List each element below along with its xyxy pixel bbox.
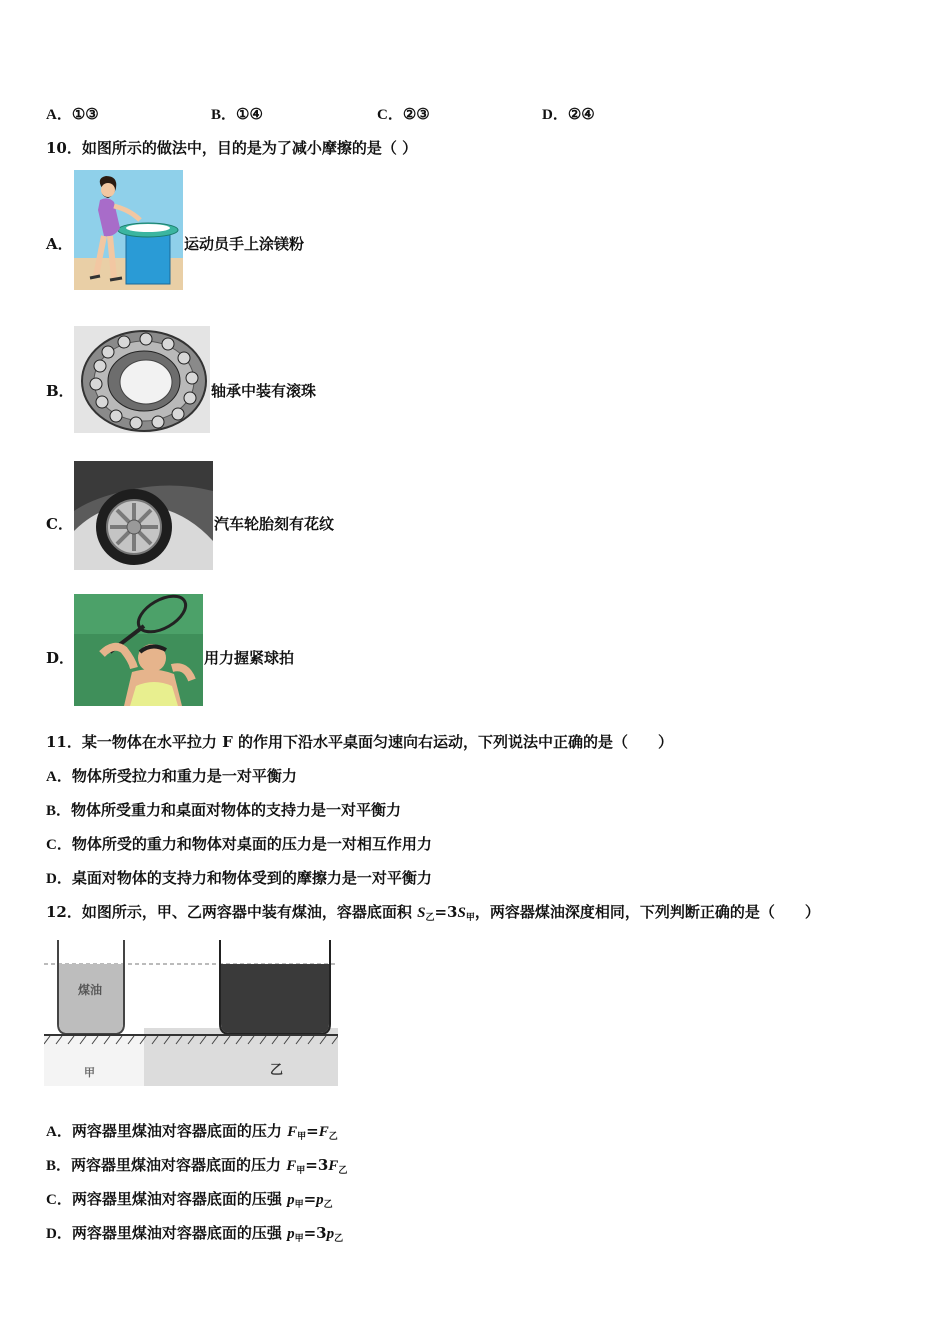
containers-figure	[44, 936, 338, 1086]
q11-option-c	[46, 833, 432, 854]
q12-stem	[46, 901, 820, 922]
q12-option-c	[46, 1188, 333, 1209]
sub-jia: 甲	[296, 1166, 306, 1176]
sub-yi: 乙	[323, 1200, 333, 1210]
q11-option-b	[46, 799, 401, 820]
coefficient: 3	[316, 1224, 327, 1242]
option-text: ①④	[236, 105, 263, 123]
q12-option-b	[46, 1154, 347, 1175]
q12-stem-part-a: 12．如图所示，甲、乙两容器中装有煤油，容器底面积	[46, 903, 418, 921]
q10-stem: 10．如图所示的做法中，目的是为了减小摩擦的是（ ）	[46, 139, 418, 157]
var-f: F	[328, 1158, 339, 1174]
q12-option-a	[46, 1120, 338, 1141]
var-p: p	[326, 1226, 335, 1242]
eq-three: =3	[434, 903, 458, 921]
q10-option-b-text: 轴承中装有滚珠	[211, 382, 317, 400]
option-letter: B．	[46, 803, 72, 819]
sub-yi: 乙	[334, 1234, 344, 1244]
option-letter: A．	[46, 769, 72, 785]
option-letter: C．	[46, 1192, 72, 1208]
var-p: p	[287, 1226, 295, 1242]
q10-option-a-letter: A．	[46, 235, 73, 253]
option-letter: A．	[46, 107, 72, 123]
option-text: 物体所受的重力和物体对桌面的压力是一对相互作用力	[71, 835, 432, 853]
q11-option-d	[46, 867, 432, 888]
option-text: ①③	[71, 105, 99, 123]
option-letter: A．	[46, 1124, 72, 1140]
option-text: 桌面对物体的支持力和物体受到的摩擦力是一对平衡力	[71, 869, 432, 887]
option-letter: D．	[46, 1226, 72, 1242]
q10-option-c-letter: C．	[46, 515, 73, 533]
equals: =	[303, 1224, 317, 1242]
sub-yi: 乙	[328, 1132, 338, 1142]
sub-yi: 乙	[338, 1166, 348, 1176]
equals: =	[306, 1122, 319, 1140]
var-f: F	[286, 1158, 297, 1174]
sub-jia: 甲	[294, 1200, 304, 1210]
label-oil: 煤油	[78, 983, 103, 997]
q9-option-c	[377, 103, 430, 124]
ball-bearing-image	[74, 326, 210, 433]
option-text: 两容器里煤油对容器底面的压强	[71, 1224, 288, 1242]
equals: =	[303, 1190, 317, 1208]
option-letter: D．	[542, 107, 568, 123]
option-letter: D．	[46, 871, 72, 887]
var-f: F	[318, 1124, 329, 1140]
q9-option-b	[211, 103, 263, 124]
option-text: ②③	[402, 105, 430, 123]
var-p: p	[316, 1192, 324, 1208]
option-text: 物体所受拉力和重力是一对平衡力	[71, 767, 297, 785]
q11-option-a	[46, 765, 297, 786]
q9-option-d	[542, 103, 595, 124]
option-text: 两容器里煤油对容器底面的压强	[71, 1190, 288, 1208]
q10-option-a-text: 运动员手上涂镁粉	[184, 235, 305, 253]
q11-stem: 11．某一物体在水平拉力 F 的作用下沿水平桌面匀速向右运动，下列说法中正确的是（ ）	[46, 733, 673, 751]
gymnast-chalk-image	[74, 170, 183, 290]
var-f: F	[287, 1124, 298, 1140]
sub-jia: 甲	[465, 913, 475, 923]
var-p: p	[287, 1192, 295, 1208]
sub-jia: 甲	[294, 1234, 304, 1244]
coefficient: 3	[317, 1156, 329, 1174]
tennis-player-image	[74, 594, 203, 706]
var-s: S	[457, 905, 466, 921]
label-jia: 甲	[84, 1066, 95, 1079]
q12-stem-part-b: ，两容器煤油深度相同，下列判断正确的是（ ）	[474, 903, 820, 921]
q9-option-a	[46, 103, 99, 124]
car-tire-image	[74, 461, 213, 570]
sub-yi: 乙	[425, 913, 435, 923]
q10-option-c-text: 汽车轮胎刻有花纹	[214, 515, 335, 533]
q10-option-b-letter: B．	[46, 382, 74, 400]
q10-option-d-letter: D．	[46, 649, 75, 667]
option-text: 两容器里煤油对容器底面的压力	[71, 1122, 288, 1140]
label-yi: 乙	[270, 1063, 284, 1078]
option-letter: B．	[46, 1158, 72, 1174]
var-s: S	[417, 905, 426, 921]
q12-option-d	[46, 1222, 343, 1243]
option-letter: B．	[211, 107, 237, 123]
option-letter: C．	[46, 837, 72, 853]
equals: =	[305, 1156, 318, 1174]
option-letter: C．	[377, 107, 403, 123]
option-text: ②④	[567, 105, 595, 123]
option-text: 两容器里煤油对容器底面的压力	[71, 1156, 287, 1174]
q10-option-d-text: 用力握紧球拍	[204, 649, 295, 667]
option-text: 物体所受重力和桌面对物体的支持力是一对平衡力	[71, 801, 402, 819]
sub-jia: 甲	[297, 1132, 307, 1142]
